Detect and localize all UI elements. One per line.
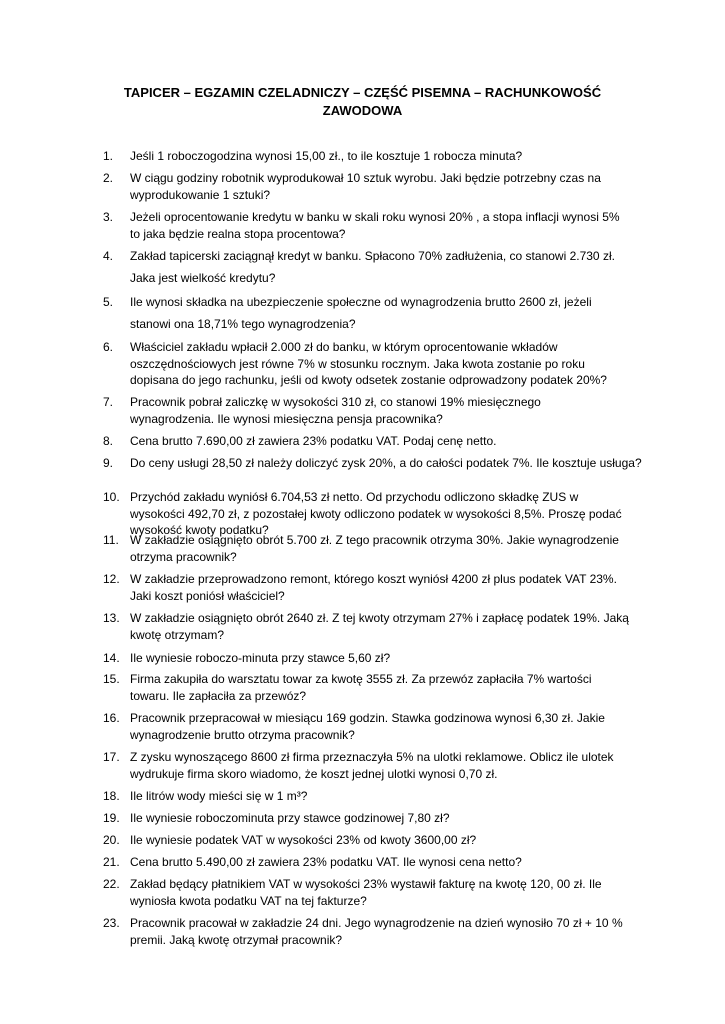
question-number: 18.	[103, 789, 120, 803]
question-item	[103, 455, 648, 472]
question-item	[103, 294, 648, 332]
question-text-line: Zakład będący płatnikiem VAT w wysokości 23% wystawił fakturę na kwotę 120, 00 zł. Ile	[130, 877, 602, 891]
question-item	[103, 854, 648, 871]
question-item	[103, 209, 648, 242]
question-item	[103, 394, 648, 427]
question-number: 3.	[103, 210, 114, 224]
question-text	[130, 788, 648, 805]
question-item	[103, 876, 648, 909]
page-title	[100, 84, 625, 120]
question-text-line: Właściciel zakładu wpłacił 2.000 zł do banku, w którym oprocentowanie wkładów	[130, 340, 558, 354]
question-text-line: kwotę otrzymam?	[130, 627, 225, 642]
question-text-line: dopisana do jego rachunku, jeśli od kwoty odsetek zostanie odprowadzony podatek 20%?	[130, 373, 607, 387]
question-item	[103, 532, 648, 565]
question-text	[130, 810, 648, 827]
question-number: 6.	[103, 340, 114, 354]
question-number: 15.	[103, 672, 120, 686]
question-text-line: wynagrodzenia. Ile wynosi miesięczna pensja pracownika?	[130, 411, 443, 426]
question-text-line: Ile wynosi składka na ubezpieczenie społeczne od wynagrodzenia brutto 2600 zł, jeżeli	[130, 295, 592, 309]
question-number: 1.	[103, 149, 114, 163]
question-text-line: W zakładzie osiągnięto obrót 2640 zł. Z tej kwoty otrzymam 27% i zapłacę podatek 19%. Jaką	[130, 611, 629, 625]
question-text-line: Jaka jest wielkość kredytu?	[130, 270, 276, 285]
question-text-line: wyniosła kwota podatku VAT na tej fakturze?	[130, 893, 367, 908]
question-item	[103, 915, 648, 948]
question-text	[130, 832, 648, 849]
question-text-line: Ile wyniesie podatek VAT w wysokości 23% od kwoty 3600,00 zł?	[130, 833, 477, 847]
question-item	[103, 610, 648, 643]
question-item	[103, 710, 648, 743]
question-text-line: oszczędnościowych jest równe 7% w stosunku rocznym. Jaka kwota zostanie po roku	[130, 356, 585, 371]
question-text	[130, 248, 648, 286]
question-text-line: Cena brutto 7.690,00 zł zawiera 23% podatku VAT. Podaj cenę netto.	[130, 434, 497, 448]
question-item	[103, 810, 648, 827]
question-item	[103, 832, 648, 849]
question-number: 20.	[103, 833, 120, 847]
question-item	[103, 650, 648, 667]
question-item	[103, 248, 648, 286]
question-text-line: wysokości 492,70 zł, z pozostałej kwoty odliczono podatek w wysokości 8,5%. Proszę podać	[130, 506, 622, 521]
question-text	[130, 209, 648, 242]
question-number: 4.	[103, 249, 114, 263]
question-text-line: stanowi ona 18,71% tego wynagrodzenia?	[130, 316, 356, 331]
question-text-line: Jeśli 1 roboczogodzina wynosi 15,00 zł., to ile kosztuje 1 robocza minuta?	[130, 149, 523, 163]
question-text	[130, 915, 648, 948]
question-text	[130, 749, 648, 782]
question-text	[130, 876, 648, 909]
question-number: 7.	[103, 395, 114, 409]
question-text-line: wysokość kwoty podatku?	[130, 523, 269, 537]
question-number: 14.	[103, 651, 120, 665]
question-text-line: towaru. Ile zapłaciła za przewóz?	[130, 688, 307, 703]
question-text	[130, 394, 648, 427]
question-number: 5.	[103, 295, 114, 309]
question-number: 12.	[103, 572, 120, 586]
question-text-line: Pracownik pracował w zakładzie 24 dni. Jego wynagrodzenie na dzień wynosiło 70 zł + 10 %	[130, 916, 623, 930]
question-text	[130, 650, 648, 667]
question-text-line: Pracownik pobrał zaliczkę w wysokości 310 zł, co stanowi 19% miesięcznego	[130, 395, 541, 409]
question-number: 22.	[103, 877, 120, 891]
question-item	[103, 170, 648, 203]
title-line-2: ZAWODOWA	[322, 103, 403, 118]
question-text-line: Jeżeli oprocentowanie kredytu w banku w skali roku wynosi 20% , a stopa inflacji wynosi 5%	[130, 210, 620, 224]
question-item	[103, 671, 648, 704]
question-number: 16.	[103, 711, 120, 725]
question-text-line: Zakład tapicerski zaciągnął kredyt w banku. Spłacono 70% zadłużenia, co stanowi 2.730 zł.	[130, 249, 615, 263]
question-item	[103, 749, 648, 782]
question-number: 21.	[103, 855, 120, 869]
question-text	[130, 455, 648, 472]
question-text	[130, 571, 648, 604]
question-item	[103, 433, 648, 450]
question-text-line: W zakładzie osiągnięto obrót 5.700 zł. Z tego pracownik otrzyma 30%. Jakie wynagrodzenie	[130, 533, 619, 547]
question-text-line: wydrukuje firma skoro wiadomo, że koszt jednej ulotki wynosi 0,70 zł.	[130, 766, 498, 781]
question-number: 19.	[103, 811, 120, 825]
question-text-line: Cena brutto 5.490,00 zł zawiera 23% podatku VAT. Ile wynosi cena netto?	[130, 855, 522, 869]
question-text-line: Jaki koszt poniósł właściciel?	[130, 588, 285, 603]
question-item	[103, 788, 648, 805]
question-text-line: premii. Jaką kwotę otrzymał pracownik?	[130, 932, 343, 947]
question-text	[130, 710, 648, 743]
question-text-line: wyprodukowanie 1 sztuki?	[130, 187, 271, 202]
question-text-line: W zakładzie przeprowadzono remont, którego koszt wyniósł 4200 zł plus podatek VAT 23%.	[130, 572, 617, 586]
question-number: 13.	[103, 611, 120, 625]
question-item	[103, 148, 648, 165]
question-number: 11.	[103, 533, 119, 547]
question-text	[130, 610, 648, 643]
question-item	[103, 571, 648, 604]
question-number: 23.	[103, 916, 120, 930]
question-text-line: Ile wyniesie roboczominuta przy stawce godzinowej 7,80 zł?	[130, 811, 450, 825]
question-text-line: to jaka będzie realna stopa procentowa?	[130, 226, 346, 241]
question-number: 10.	[103, 490, 120, 504]
question-text-line: Ile wyniesie roboczo-minuta przy stawce 5,60 zł?	[130, 651, 391, 665]
question-number: 2.	[103, 171, 114, 185]
question-text	[130, 170, 648, 203]
question-text-line: otrzyma pracownik?	[130, 549, 237, 564]
question-text-line: W ciągu godziny robotnik wyprodukował 10 sztuk wyrobu. Jaki będzie potrzebny czas na	[130, 171, 601, 185]
question-text	[130, 671, 648, 704]
question-text-line: Pracownik przepracował w miesiącu 169 godzin. Stawka godzinowa wynosi 6,30 zł. Jakie	[130, 711, 605, 725]
question-text-line: wynagrodzenie brutto otrzyma pracownik?	[130, 727, 355, 742]
question-text-line: Z zysku wynoszącego 8600 zł firma przeznaczyła 5% na ulotki reklamowe. Oblicz ile ulotek	[130, 750, 614, 764]
question-text-line: Przychód zakładu wyniósł 6.704,53 zł netto. Od przychodu odliczono składkę ZUS w	[130, 490, 579, 504]
question-number: 17.	[103, 750, 120, 764]
question-text	[130, 148, 648, 165]
question-item	[103, 339, 648, 389]
question-text-line: Firma zakupiła do warsztatu towar za kwotę 3555 zł. Za przewóz zapłaciła 7% wartości	[130, 672, 592, 686]
title-line-1: TAPICER – EGZAMIN CZELADNICZY – CZĘŚĆ PISEMNA – RACHUNKOWOŚĆ	[123, 85, 602, 100]
question-text-line: Ile litrów wody mieści się w 1 m³?	[130, 789, 308, 803]
question-text	[130, 532, 648, 565]
question-text-line: Do ceny usługi 28,50 zł należy doliczyć zysk 20%, a do całości podatek 7%. Ile kosztuje usługa?	[130, 456, 642, 470]
question-number: 8.	[103, 434, 114, 448]
question-number: 9.	[103, 456, 114, 470]
question-text	[130, 339, 648, 389]
question-text	[130, 294, 648, 332]
question-text	[130, 433, 648, 450]
question-text	[130, 854, 648, 871]
